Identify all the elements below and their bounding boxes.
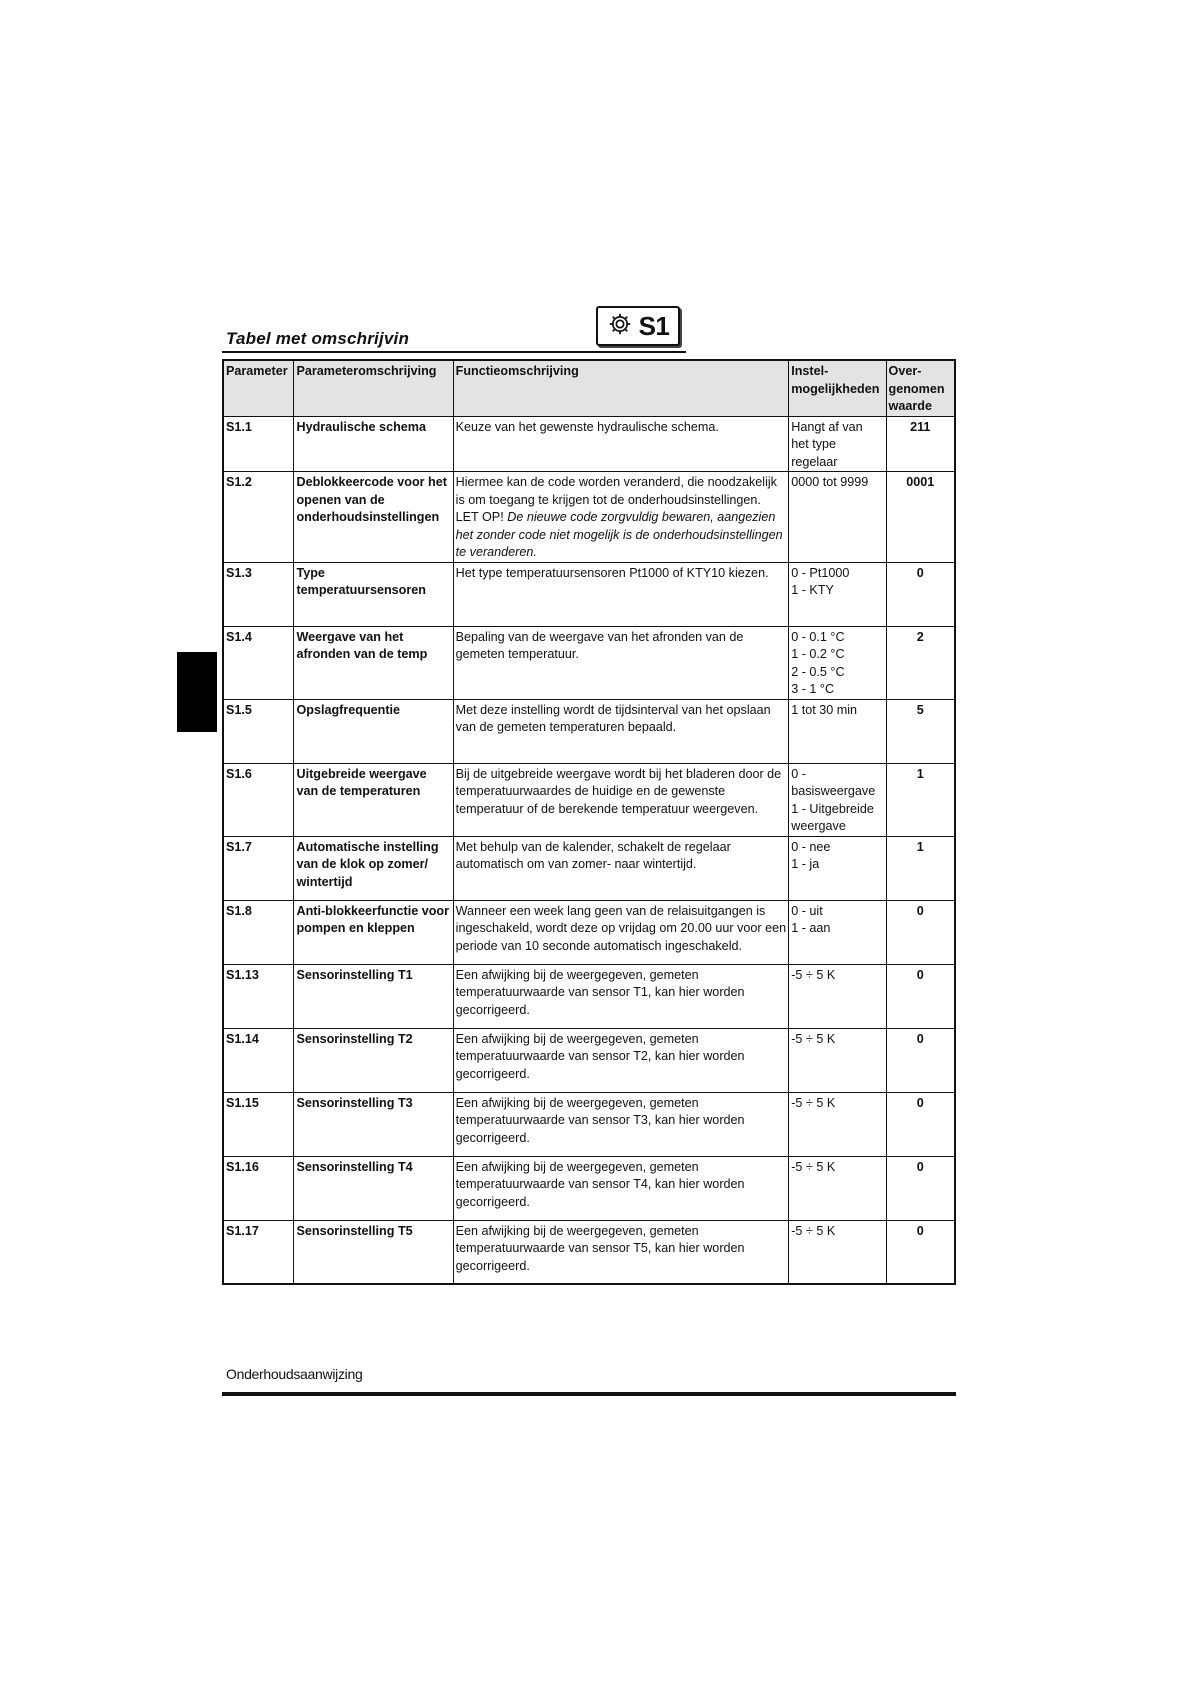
page-title: Tabel met omschrijvin bbox=[226, 329, 410, 348]
parameter-code: S1.5 bbox=[223, 699, 294, 763]
settings-badge bbox=[596, 306, 680, 346]
function-text: Een afwijking bij de weergegeven, gemeten temperatuurwaarde van sensor T2, kan hier worden gecorrigeerd. bbox=[455, 1031, 745, 1081]
function-description bbox=[453, 964, 789, 1028]
setting-option: 1 - KTY bbox=[791, 583, 834, 597]
function-text: Een afwijking bij de weergegeven, gemeten temperatuurwaarde van sensor T1, kan hier worden gecorrigeerd. bbox=[455, 967, 745, 1017]
function-description bbox=[453, 416, 789, 472]
setting-option: 0 - nee bbox=[791, 839, 831, 854]
table-row bbox=[223, 763, 955, 836]
parameter-code: S1.8 bbox=[223, 900, 294, 964]
table-row bbox=[223, 1028, 955, 1092]
adopted-value: 0 bbox=[886, 964, 955, 1028]
setting-options bbox=[789, 699, 886, 763]
parameter-code: S1.7 bbox=[223, 836, 294, 900]
setting-option: -5 ÷ 5 K bbox=[791, 1031, 836, 1046]
setting-options bbox=[789, 964, 886, 1028]
adopted-value: 0 bbox=[886, 1028, 955, 1092]
table-row bbox=[223, 1156, 955, 1220]
parameter-code: S1.1 bbox=[223, 416, 294, 472]
function-text: Keuze van het gewenste hydraulische schema. bbox=[455, 419, 719, 434]
function-text: Bij de uitgebreide weergave wordt bij het bladeren door de temperatuurwaardes de huidige en de gewenste temperatuur of de berekende temperatuur weergeven. bbox=[455, 766, 782, 816]
setting-option: -5 ÷ 5 K bbox=[791, 967, 836, 982]
function-description bbox=[453, 699, 789, 763]
function-description bbox=[453, 562, 789, 626]
badge-code: S1 bbox=[638, 310, 670, 341]
function-text: Het type temperatuursensoren Pt1000 of KTY10 kiezen. bbox=[455, 565, 769, 580]
setting-option: 0 - uit bbox=[791, 903, 823, 918]
footer-text: Onderhoudsaanwijzing bbox=[226, 1366, 363, 1382]
function-description bbox=[453, 763, 789, 836]
parameter-code: S1.16 bbox=[223, 1156, 294, 1220]
function-text: Hiermee kan de code worden veranderd, die noodzakelijk is om toegang te krijgen tot de onderhoudsinstellingen. LET OP! bbox=[455, 475, 777, 524]
parameter-code: S1.2 bbox=[223, 472, 294, 563]
function-description bbox=[453, 1092, 789, 1156]
function-text: Met behulp van de kalender, schakelt de regelaar automatisch om van zomer- naar wintertijd. bbox=[455, 839, 731, 871]
adopted-value: 211 bbox=[886, 416, 955, 472]
setting-options bbox=[789, 1092, 886, 1156]
setting-options bbox=[789, 900, 886, 964]
table-row bbox=[223, 900, 955, 964]
parameter-code: S1.13 bbox=[223, 964, 294, 1028]
adopted-value: 0 bbox=[886, 1220, 955, 1284]
parameter-description: Hydraulische schema bbox=[294, 416, 453, 472]
table-row bbox=[223, 1092, 955, 1156]
heading-row bbox=[222, 306, 686, 353]
column-header-value: Over-genomen waarde bbox=[886, 360, 955, 416]
column-header-function: Functieomschrijving bbox=[453, 360, 789, 416]
parameter-description: Automatische instelling van de klok op zomer/ wintertijd bbox=[294, 836, 453, 900]
setting-options bbox=[789, 836, 886, 900]
parameter-description: Type temperatuursensoren bbox=[294, 562, 453, 626]
adopted-value: 0 bbox=[886, 900, 955, 964]
parameter-description: Sensorinstelling T4 bbox=[294, 1156, 453, 1220]
setting-option: 0 - basisweergave bbox=[791, 766, 876, 798]
function-text: Wanneer een week lang geen van de relaisuitgangen is ingeschakeld, wordt deze op vrijdag om 20.00 uur voor een periode van 10 seconde automatisch ingeschakeld. bbox=[455, 903, 787, 953]
table-body bbox=[223, 416, 955, 1284]
parameter-description: Sensorinstelling T1 bbox=[294, 964, 453, 1028]
setting-options bbox=[789, 416, 886, 472]
table-header-row bbox=[223, 360, 955, 416]
adopted-value: 0 bbox=[886, 1092, 955, 1156]
table-row bbox=[223, 1220, 955, 1284]
function-text: Bepaling van de weergave van het afronden van de gemeten temperatuur. bbox=[455, 629, 744, 661]
table-row bbox=[223, 699, 955, 763]
function-text: Een afwijking bij de weergegeven, gemeten temperatuurwaarde van sensor T4, kan hier worden gecorrigeerd. bbox=[455, 1159, 745, 1209]
chapter-side-tab bbox=[177, 652, 217, 732]
parameter-code: S1.6 bbox=[223, 763, 294, 836]
function-text: Een afwijking bij de weergegeven, gemeten temperatuurwaarde van sensor T3, kan hier worden gecorrigeerd. bbox=[455, 1095, 745, 1145]
setting-options bbox=[789, 1220, 886, 1284]
table-row bbox=[223, 626, 955, 699]
setting-option: 1 tot 30 min bbox=[791, 702, 858, 717]
function-description bbox=[453, 1156, 789, 1220]
parameter-code: S1.4 bbox=[223, 626, 294, 699]
setting-option: 3 - 1 °C bbox=[791, 682, 835, 696]
setting-option: -5 ÷ 5 K bbox=[791, 1223, 836, 1238]
adopted-value: 1 bbox=[886, 836, 955, 900]
setting-option: 1 - ja bbox=[791, 857, 820, 871]
setting-options bbox=[789, 763, 886, 836]
parameter-description: Sensorinstelling T3 bbox=[294, 1092, 453, 1156]
setting-option: Hangt af van het type regelaar bbox=[791, 419, 863, 469]
parameter-description: Anti-blokkeerfunctie voor pompen en kleppen bbox=[294, 900, 453, 964]
adopted-value: 0001 bbox=[886, 472, 955, 563]
function-description bbox=[453, 472, 789, 563]
function-description bbox=[453, 836, 789, 900]
parameter-description: Uitgebreide weergave van de temperaturen bbox=[294, 763, 453, 836]
setting-option: 2 - 0.5 °C bbox=[791, 664, 845, 679]
setting-options bbox=[789, 562, 886, 626]
setting-option: -5 ÷ 5 K bbox=[791, 1095, 836, 1110]
setting-options bbox=[789, 472, 886, 563]
setting-option: 0000 tot 9999 bbox=[791, 475, 869, 489]
table-row bbox=[223, 416, 955, 472]
setting-option: 1 - aan bbox=[791, 921, 831, 935]
function-text: Met deze instelling wordt de tijdsinterval van het opslaan van de gemeten temperaturen bepaald. bbox=[455, 702, 771, 734]
function-description bbox=[453, 1028, 789, 1092]
parameter-code: S1.14 bbox=[223, 1028, 294, 1092]
adopted-value: 5 bbox=[886, 699, 955, 763]
parameter-description: Weergave van het afronden van de temp bbox=[294, 626, 453, 699]
column-header-options: Instel-mogelijkheden bbox=[789, 360, 886, 416]
function-description bbox=[453, 1220, 789, 1284]
table-row bbox=[223, 472, 955, 563]
parameter-code: S1.15 bbox=[223, 1092, 294, 1156]
setting-option: 0 - Pt1000 bbox=[791, 565, 850, 580]
column-header-description: Parameteromschrijving bbox=[294, 360, 453, 416]
function-description bbox=[453, 900, 789, 964]
parameter-code: S1.3 bbox=[223, 562, 294, 626]
setting-option: 1 - Uitgebreide weergave bbox=[791, 801, 874, 833]
gear-icon bbox=[607, 311, 633, 342]
parameter-table bbox=[222, 359, 956, 1285]
setting-options bbox=[789, 626, 886, 699]
table-row bbox=[223, 836, 955, 900]
adopted-value: 2 bbox=[886, 626, 955, 699]
setting-option: 0 - 0.1 °C bbox=[791, 629, 845, 644]
adopted-value: 1 bbox=[886, 763, 955, 836]
setting-options bbox=[789, 1028, 886, 1092]
function-description bbox=[453, 626, 789, 699]
setting-option: -5 ÷ 5 K bbox=[791, 1159, 836, 1174]
parameter-description: Sensorinstelling T5 bbox=[294, 1220, 453, 1284]
table-row bbox=[223, 562, 955, 626]
parameter-description: Deblokkeercode voor het openen van de onderhoudsinstellingen bbox=[294, 472, 453, 563]
parameter-description: Sensorinstelling T2 bbox=[294, 1028, 453, 1092]
setting-option: 1 - 0.2 °C bbox=[791, 647, 845, 661]
setting-options bbox=[789, 1156, 886, 1220]
adopted-value: 0 bbox=[886, 1156, 955, 1220]
function-text: Een afwijking bij de weergegeven, gemeten temperatuurwaarde van sensor T5, kan hier worden gecorrigeerd. bbox=[455, 1223, 745, 1273]
parameter-code: S1.17 bbox=[223, 1220, 294, 1284]
table-row bbox=[223, 964, 955, 1028]
footer-rule bbox=[222, 1392, 956, 1396]
function-warning-text: De nieuwe code zorgvuldig bewaren, aangezien het zonder code niet mogelijk is de onderhoudsinstellingen te veranderen. bbox=[455, 510, 783, 559]
parameter-description: Opslagfrequentie bbox=[294, 699, 453, 763]
column-header-parameter: Parameter bbox=[223, 360, 294, 416]
adopted-value: 0 bbox=[886, 562, 955, 626]
